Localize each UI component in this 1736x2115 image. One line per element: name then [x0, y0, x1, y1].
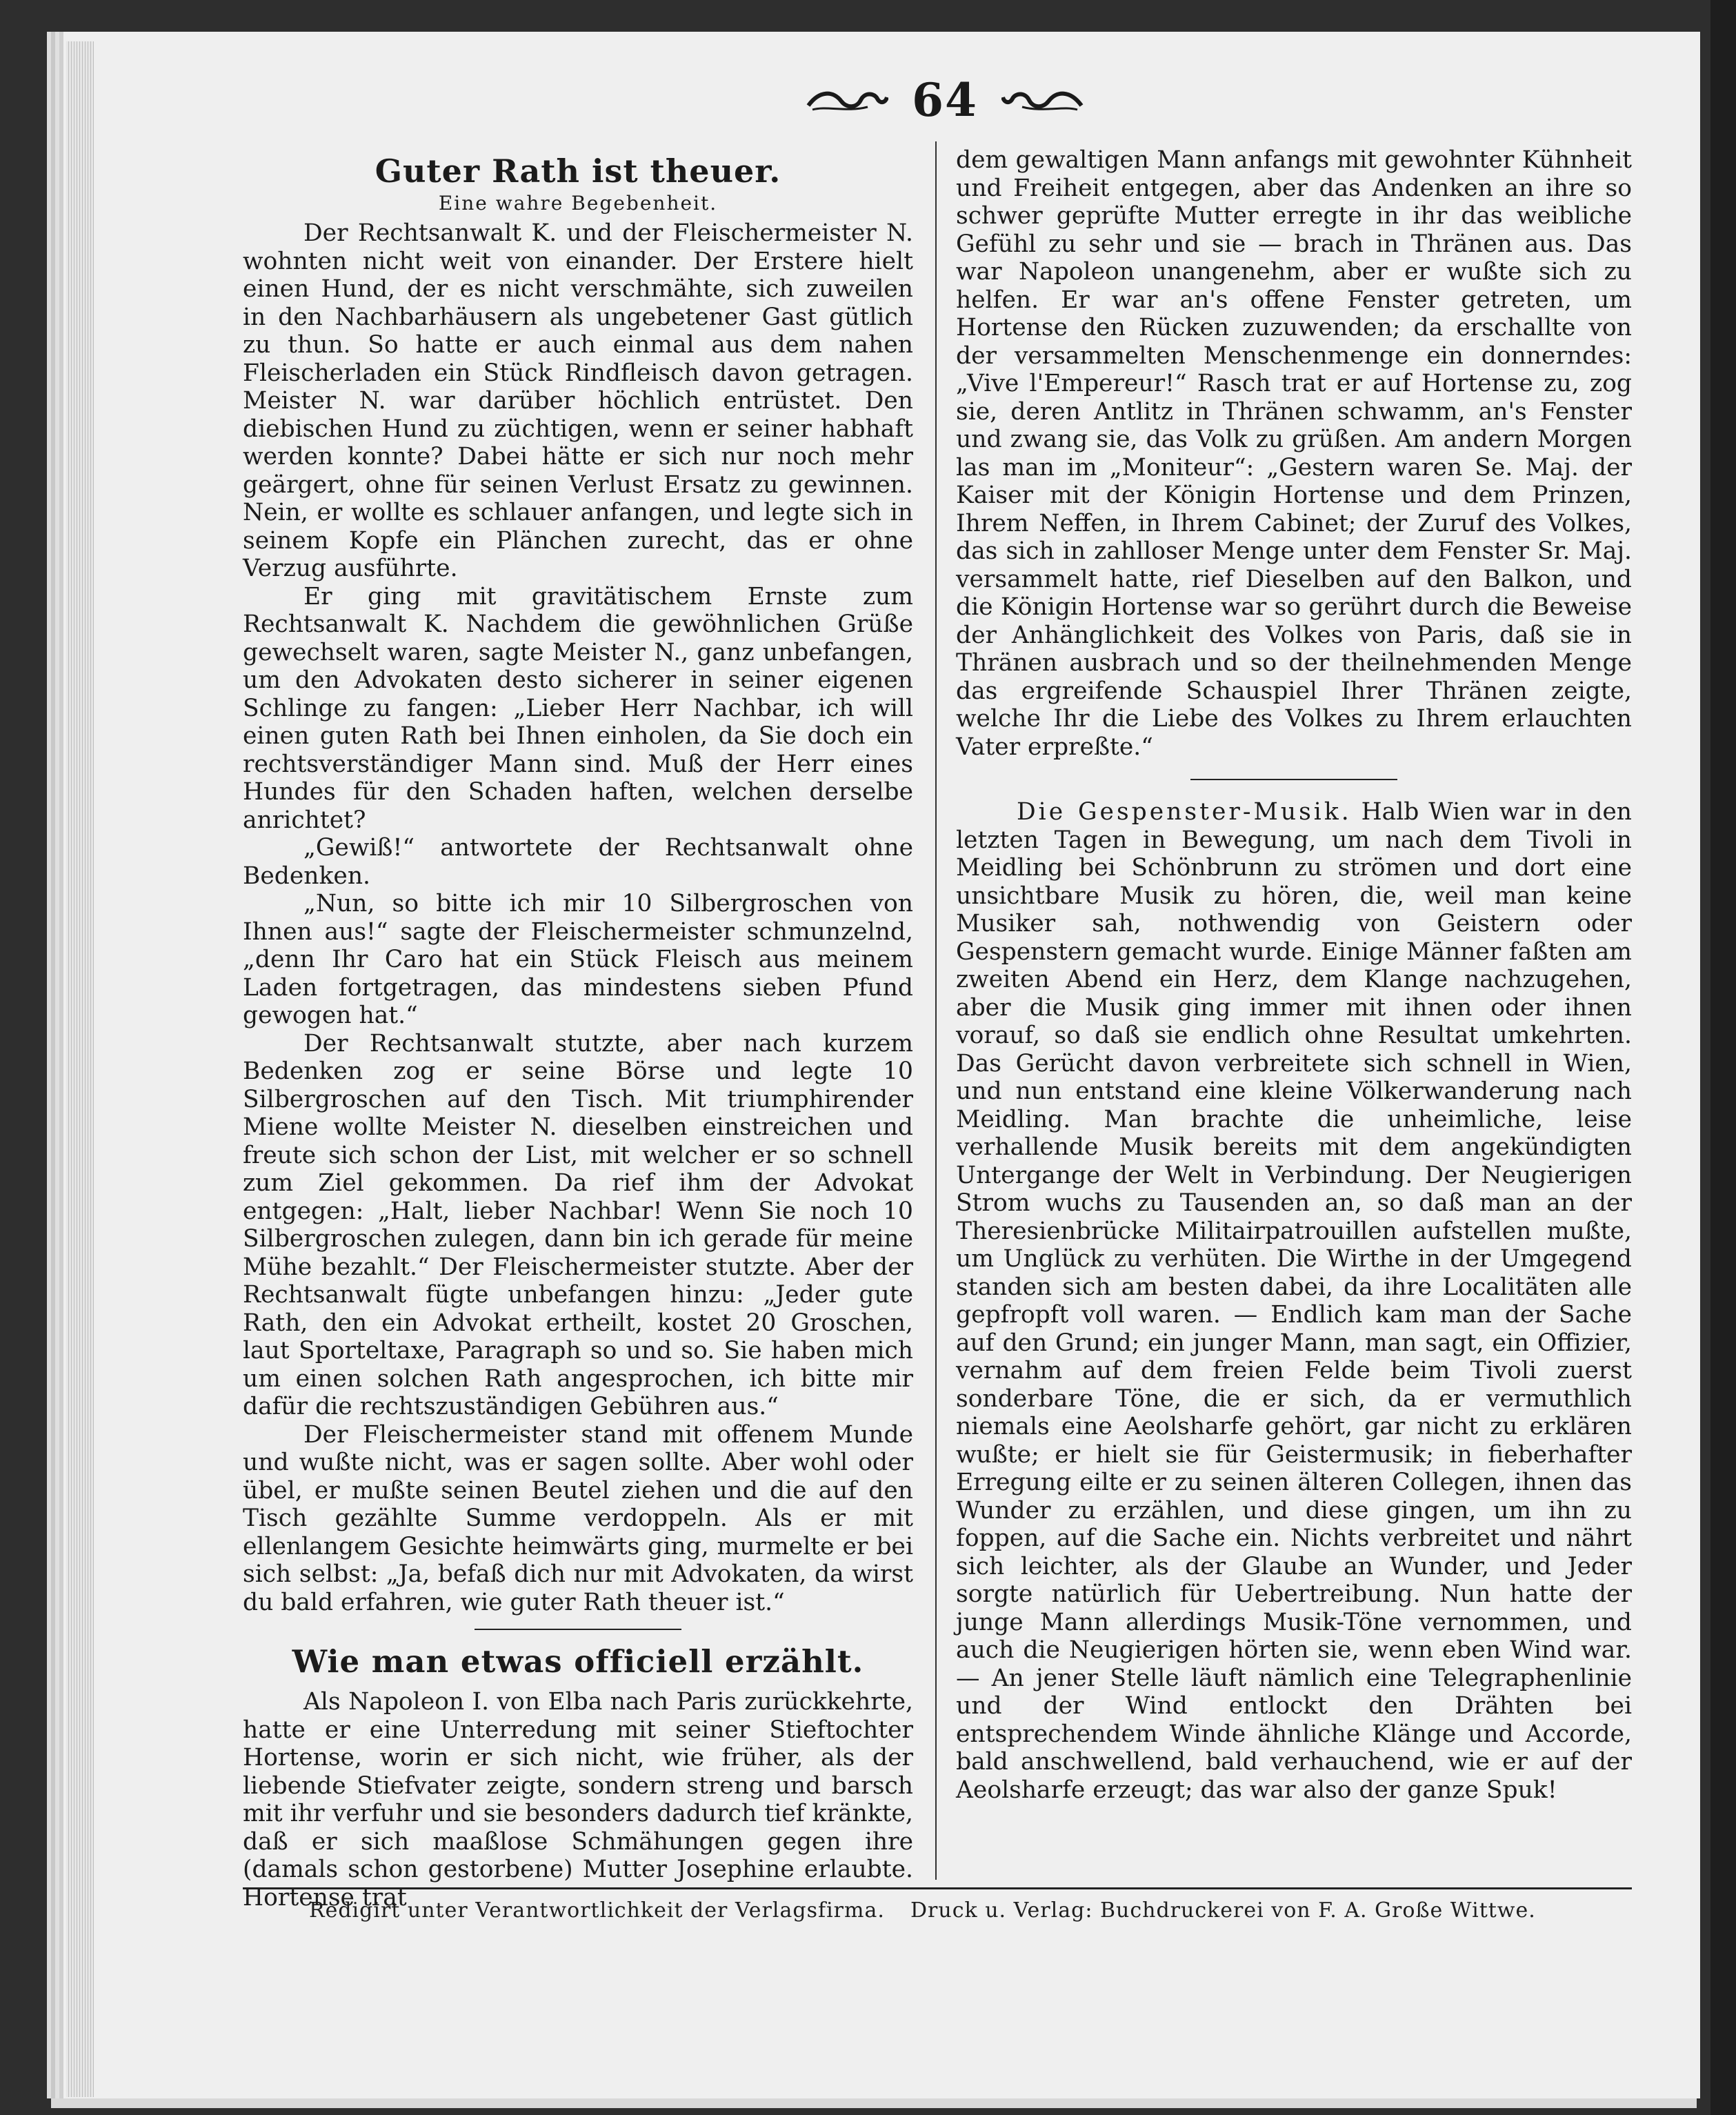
ornament-left-icon [806, 85, 888, 115]
article-paragraph: Der Rechtsanwalt stutzte, aber nach kurzem Bedenken zog er seine Börse und legte 10 Silbergroschen auf den Tisch. Mit triumphirender Miene wollte Meister N. dieselben einstreichen und freute sich schon der List, mit welcher er so schnell zum Ziel gekommen. Da rief ihm der Advokat entgegen: „Halt, lieber Nachbar! Wenn Sie noch 10 Silbergroschen zulegen, dann bin ich gerade für meine Mühe bezahlt.“ Der Fleischermeister stutzte. Aber der Rechtsanwalt fügte unbefangen hinzu: „Jeder gute Rath, den ein Advokat ertheilt, kostet 20 Groschen, laut Sporteltaxe, Paragraph so und so. Sie haben mich um einen solchen Rath angesprochen, ich bitte mir dafür die rechtszuständigen Gebühren aus.“ [243, 1029, 913, 1420]
article-paragraph: Als Napoleon I. von Elba nach Paris zurückkehrte, hatte er eine Unterredung mit seiner Stieftochter Hortense, worin er sich nicht, wie früher, als der liebende Stiefvater zeigte, sondern streng und barsch mit ihr verfuhr und sie besonders dadurch tief kränkte, daß er sich maaßlose Schmähungen gegen ihre (damals schon gestorbene) Mutter Josephine erlaubte. Hortense trat [243, 1688, 913, 1912]
article-paragraph: „Nun, so bitte ich mir 10 Silbergroschen von Ihnen aus!“ sagte der Fleischermeister schmunzelnd, „denn Ihr Caro hat ein Stück Fleisch aus meinem Laden fortgetragen, das mindestens sieben Pfund gewogen hat.“ [243, 890, 913, 1029]
article-subtitle: Eine wahre Begebenheit. [438, 192, 718, 215]
article-paragraph-gespenster [956, 798, 1632, 1804]
footer-editor-note: Redigirt unter Verantwortlichkeit der Verlagsfirma. [309, 1898, 885, 1923]
ornament-right-icon [1001, 85, 1084, 115]
footer-printer-note: Druck u. Verlag: Buchdruckerei von F. A. Große Wittwe. [910, 1898, 1536, 1923]
article-paragraph: Der Fleischermeister stand mit offenem Munde und wußte nicht, was er sagen sollte. Aber wohl oder übel, er mußte seinen Beutel ziehen und die auf den Tisch gezählte Summe verdoppeln. Als er mit ellenlangem Gesichte heimwärts ging, murmelte er bei sich selbst: „Ja, befaß dich nur mit Advokaten, da wirst du bald erfahren, wie guter Rath theuer ist.“ [243, 1420, 913, 1616]
section-divider [475, 1629, 681, 1630]
scan-border-strip [1710, 0, 1736, 2115]
article-paragraph: „Gewiß!“ antwortete der Rechtsanwalt ohne Bedenken. [243, 834, 913, 890]
article-title-officiell: Wie man etwas officiell erzählt. [292, 1643, 864, 1680]
right-column [956, 146, 1632, 1804]
article-text-gespenster: Halb Wien war in den letzten Tagen in Bewegung, um nach dem Tivoli in Meidling bei Schönbrunn zu strömen und dort eine unsichtbare Musik zu hören, die, weil man keine Musiker sah, nothwendig von Geistern oder Gespenstern gemacht wurde. Einige Männer faßten am zweiten Abend ein Herz, dem Klange nachzugehen, aber die Musik ging immer mit ihnen oder ihnen vorauf, so daß sie endlich ohne Resultat umkehrten. Das Gerücht davon verbreitete sich schnell in Wien, und nun entstand eine kleine Völkerwanderung nach Meidling. Man brachte die unheimliche, leise verhallende Musik bereits mit dem angekündigten Untergange der Welt in Verbindung. Der Neugierigen Strom wuchs zu Tausenden an, so daß man an der Theresienbrücke Militairpatrouillen aufstellen mußte, um Unglück zu verhüten. Die Wirthe in der Umgegend standen sich am besten dabei, da ihre Localitäten alle gepfropft voll waren. — Endlich kam man der Sache auf den Grund; ein junger Mann, man sagt, ein Offizier, vernahm auf dem freien Felde beim Tivoli zuerst sonderbare Töne, die er sich, da er vermuthlich niemals eine Aeolsharfe gehört, gar nicht zu erklären wußte; er hielt sie für Geistermusik; in fieberhafter Erregung eilte er zu seinen älteren Collegen, ihnen das Wunder zu erzählen, und diese gingen, um ihn zu foppen, auf die Sache ein. Nichts verbreitet und nährt sich leichter, als der Glaube an Wunder, und Jeder sorgte natürlich für Uebertreibung. Nun hatte der junge Mann allerdings Musik-Töne vernommen, und auch die Neugierigen hörten sie, wenn eben Wind war. — An jener Stelle läuft nämlich eine Telegraphenlinie und der Wind entlockt den Drähten bei entsprechendem Winde ähnliche Klänge und Accorde, bald anschwellend, bald verhauchend, wie er auf der Aeolsharfe erzeugt; das war also der ganze Spuk! [956, 798, 1633, 1804]
page-leaves [66, 41, 94, 2097]
article-paragraph: Er ging mit gravitätischem Ernste zum Rechtsanwalt K. Nachdem die gewöhnlichen Grüße gewechselt waren, sagte Meister N., ganz unbefangen, um den Advokaten desto sicherer in seiner eigenen Schlinge zu fangen: „Lieber Herr Nachbar, ich will einen guten Rath bei Ihnen einholen, da Sie doch ein rechtsverständiger Mann sind. Muß der Herr eines Hundes für den Schaden haften, welchen derselbe anrichtet? [243, 582, 913, 834]
article-lead-gespenster: Die Gespenster-Musik. [1017, 798, 1352, 826]
page-header [786, 72, 1104, 128]
article-paragraph: Der Rechtsanwalt K. und der Fleischermeister N. wohnten nicht weit von einander. Der Erstere hielt einen Hund, der es nicht verschmähte, sich zuweilen in den Nachbarhäusern als ungebetener Gast gütlich zu thun. So hatte er auch einmal aus dem nahen Fleischerladen ein Stück Rindfleisch davon getragen. Meister N. war darüber höchlich entrüstet. Den diebischen Hund zu züchtigen, wenn er seiner habhaft werden konnte? Dabei hätte er sich nur noch mehr geärgert, ohne für seinen Verlust Ersatz zu gewinnen. Nein, er wollte es schlauer anfangen, und legte sich in seinem Kopfe ein Plänchen zurecht, das er ohne Verzug ausführte. [243, 219, 913, 582]
footer-rule [243, 1887, 1632, 1889]
column-divider [935, 141, 937, 1880]
article-title-guter-rath: Guter Rath ist theuer. [375, 152, 781, 190]
article-paragraph-continued: dem gewaltigen Mann anfangs mit gewohnter Kühnheit und Freiheit entgegen, aber das Andenken an ihre so schwer geprüfte Mutter erregte in ihr das weibliche Gefühl zu sehr und sie — brach in Thränen aus. Das war Napoleon unangenehm, aber er wußte sich zu helfen. Er war an's offene Fenster getreten, um Hortense den Rücken zuzuwenden; da erschallte von der versammelten Menschenmenge ein donnerndes: „Vive l'Empereur!“ Rasch trat er auf Hortense zu, zog sie, deren Antlitz in Thränen schwamm, an's Fenster und zwang sie, das Volk zu grüßen. Am andern Morgen las man im „Moniteur“: „Gestern waren Se. Maj. der Kaiser mit der Königin Hortense und dem Prinzen, Ihrem Neffen, in Ihrem Cabinet; der Zuruf des Volkes, das sich in zahlloser Menge unter dem Fenster Sr. Maj. versammelt hatte, rief Dieselben auf den Balkon, und die Königin Hortense war so gerührt durch die Beweise der Anhänglichkeit des Volkes von Paris, daß sie in Thränen ausbrach und so der theilnehmenden Menge das ergreifende Schauspiel Ihrer Thränen zeigte, welche Ihr die Liebe des Volkes zu Ihrem erlauchten Vater erpreßte.“ [956, 146, 1632, 761]
left-column [243, 146, 913, 1912]
section-divider [1190, 779, 1397, 780]
page-number: 64 [912, 73, 978, 127]
